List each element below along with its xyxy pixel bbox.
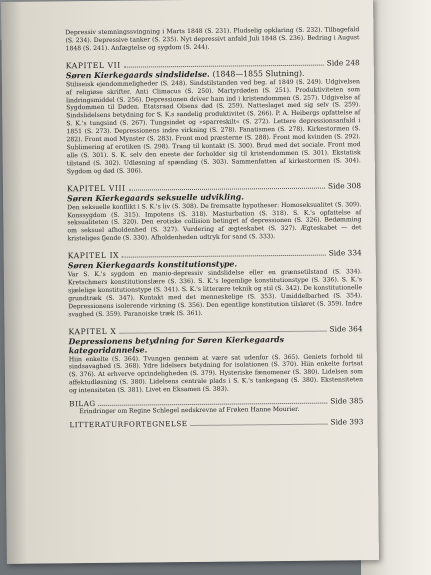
leader-dots: [122, 255, 326, 258]
chapter-page: Side 334: [328, 248, 362, 258]
litteratur-page: Side 393: [330, 417, 364, 427]
bilag-page: Side 385: [330, 396, 364, 406]
chapter-page: Side 364: [329, 323, 363, 334]
chapter-title: Depressionens betydning for Søren Kierkegaards kategoridannelse.: [68, 334, 285, 355]
leader-dots: [124, 64, 324, 67]
table-of-contents: [65, 26, 363, 429]
litteratur-entry: [69, 417, 363, 429]
chapter-ix: [68, 248, 363, 319]
page-gutter-shadow: [1, 2, 27, 564]
chapter-label: KAPITEL IX: [67, 250, 120, 261]
chapter-summary: Var S. K.'s sygdom en manio-depressiv sindslidelse eller en grænsetilstand (S. 334). Kretschmers konstitutionslære (S. 336). S. K.'s legemlige konstitutionstype (S. 336). S. K.'s sjælelige konstitutionstype (S. 341). S. K.'s litterære teknik og stil (S. 342). De konstitutionelle grundtræk (S. 347). Kontakt med det menneskelige (S. 353). Umiddelbarhed (S. 354). Depressionens isolerende virkning (S. 356). Den egentlige konstitution tilsløret (S. 359). Indre svaghed (S. 359). Paranoiske træk (S. 361).: [67, 268, 363, 318]
chapter-summary: Stiliseisk ejendommeligheder (S. 248). Sindstilstanden ved beg. af 1849 (S. 249). Udgivelsen af religiøse skrifter. Anti Climacus (S. 250). Martyrdøden (S. 251). Produktiviteten som lindringsmiddel (S. 256). Depressionen driver ham ind i kristendommen (S. 257). Udgivelse af Sygdommen til Døden. Etatsraad Olsens død (S. 259). Natteslaget med sig selv (S. 259). Sindslidelsens betydning for S. K.s sandelig produktivitet (S. 266). P. A. Heibergs opfattelse af S. K.'s tungsind (S. 267). Tungsindet og »sparreskilt« (S. 272). Lettere depressionsanfald i 1851 (S. 273). Depressionens indre virkning (S. 278). Fanatismen (S. 278). Kirkestormen (S. 282). Front mod Mynster (S. 283). Front mod præsterne (S. 288). Front mod kvinden (S. 292). Sublimering af erotiken (S. 298). Trang til kontakt (S. 300). Brud med det sociale. Front mod alle (S. 301). S. K. selv den eneste der forholder sig til kristendommen (S. 301). Ekstatisk tilstand (S. 302). Udløsning af spænding (S. 303). Sammenfatten af kirkestormen (S. 304). Sygdom og død (S. 306).: [65, 77, 361, 175]
chapter-label: KAPITEL X: [68, 326, 117, 336]
chapter-title: Søren Kierkegaards konstitutionstype.: [67, 259, 238, 271]
chapter-page: Side 248: [326, 57, 360, 68]
chapter-page: Side 308: [327, 180, 362, 191]
chapter-title-extra: (1848—1855 Slutning).: [212, 68, 305, 79]
chapter-title: Søren Kierkegaards seksuelle udvikling.: [67, 192, 244, 203]
chapter-x: [68, 324, 363, 396]
book-page: [1, 0, 379, 564]
leader-dots: [119, 330, 326, 333]
chapter-label: KAPITEL VII: [65, 60, 121, 71]
chapter-title-text: Søren Kierkegaards sindslidelse.: [65, 69, 210, 81]
bilag-sub-text: Erindringer om Regine Schlegel nedskrevne af Frøken Hanne Mourier.: [79, 405, 300, 416]
chapter-vii: [66, 58, 361, 176]
leader-dots: [190, 424, 327, 426]
chapter-summary: Hiin enkelte (S. 364). Tvungen gennem at være sat udenfor (S. 365). Geniets forhold til sindsavaghed (S. 368). Ydre lidelsers betydning for isolationen (S. 370). Hiin enkelte fortsat (S. 376). At erhverve oprindeligheden (S. 379). Hysteriske fænomener (S. 380). Lidelsen som affektudløsning (S. 380). Lidelsens centrale plads i S. K.'s tankegang (S. 380). Ekstensiteten og intensiteten (S. 381). Livet en Eksamen (S. 383).: [68, 352, 364, 395]
litteratur-label: LITTERATURFORTEGNELSE: [69, 419, 188, 430]
chapter-viii: [67, 181, 362, 244]
chapter-label: KAPITEL VIII: [66, 183, 126, 193]
bilag-subentry: [69, 405, 363, 416]
bilag-label: BILAG: [69, 399, 96, 409]
continued-paragraph: Depressiv stemningssvingning i Marts 1848 (S. 231). Pludselig opklaring (S. 232). Tilbagefald (S. 234). Depressive tanker (S. 235). Nyt depressivt anfald Juli 1848 (S. 236). Bedring i August 1848 (S. 241). Anfægtelse og sygdom (S. 244).: [65, 26, 360, 53]
leader-dots: [129, 187, 325, 190]
chapter-summary: Den seksuelle konflikt i S. K.'s liv (S. 308). De fremsatte hypotheser: Homoseksualitet (S. 309). Konssygdom (S. 315). Impotens (S. 318). Masturbation (S. 318). S. K.'s opfattelse af seksualiteten (S. 320). Den erotiske collision betinget af depressionen (S. 326). Bedømming om seksuel afholdenhed (S. 327). Vurdering af ægteskabet (S. 327). Ægteskabet — det kristeliges fjende (S. 330). Afholdenheden udtryk for sand (S. 333).: [67, 200, 362, 243]
